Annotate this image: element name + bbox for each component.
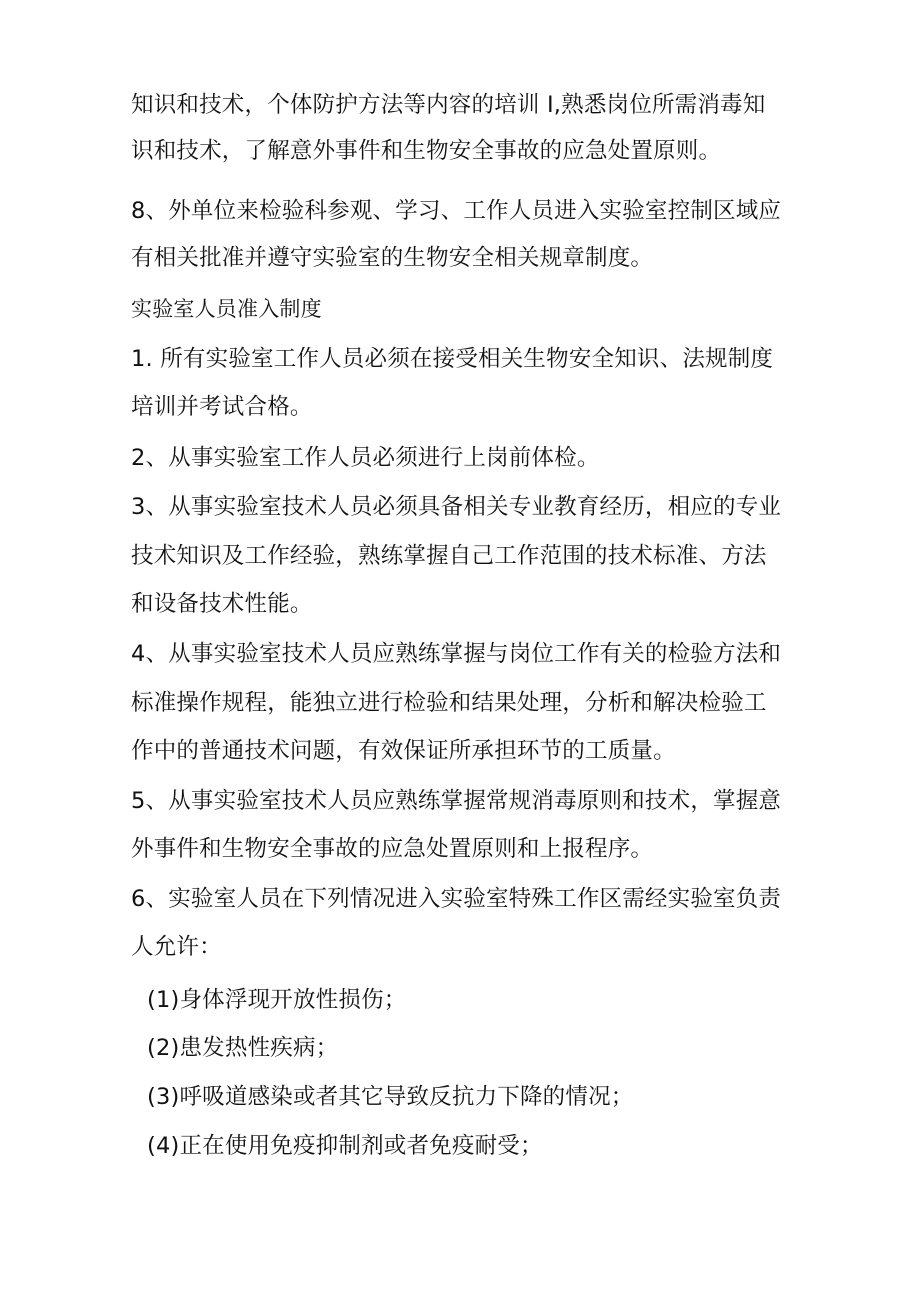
item-1-line-2: 培训并考试合格。 <box>131 394 313 420</box>
item-3-line-3: 和设备技术性能。 <box>131 591 313 617</box>
item-4-line-1: 4、从事实验室技术人员应熟练掌握与岗位工作有关的检验方法和 <box>131 641 782 667</box>
paragraph-8-line-2: 有相关批准并遵守实验室的生物安全相关规章制度。 <box>131 245 654 271</box>
item-4-line-3: 作中的普通技术问题，有效保证所承担环节的工质量。 <box>131 738 676 764</box>
paragraph-8-line-1: 8、外单位来检验科参观、学习、工作人员进入实验室控制区域应 <box>131 198 782 224</box>
item-5-line-2: 外事件和生物安全事故的应急处置原则和上报程序。 <box>131 836 654 862</box>
item-1-line-1: 1. 所有实验室工作人员必须在接受相关生物安全知识、法规制度 <box>131 346 774 372</box>
section-heading: 实验室人员准入制度 <box>131 297 322 321</box>
sub-item-2: (2)患发热性疾病； <box>147 1035 339 1061</box>
item-6-line-2: 人允许： <box>131 934 222 960</box>
item-2-line-1: 2、从事实验室工作人员必须进行上岗前体检。 <box>131 445 600 471</box>
paragraph-7-line-2: 识和技术，了解意外事件和生物安全事故的应急处置原则。 <box>131 138 722 164</box>
sub-item-3: (3)呼吸道感染或者其它导致反抗力下降的情况； <box>147 1084 634 1110</box>
paragraph-7-line-1: 知识和技术，个体防护方法等内容的培训 I,熟悉岗位所需消毒知 <box>131 92 766 118</box>
item-6-line-1: 6、实验室人员在下列情况进入实验室特殊工作区需经实验室负责 <box>131 886 782 912</box>
item-3-line-1: 3、从事实验室技术人员必须具备相关专业教育经历，相应的专业 <box>131 494 782 520</box>
item-5-line-1: 5、从事实验室技术人员应熟练掌握常规消毒原则和技术，掌握意 <box>131 788 782 814</box>
item-4-line-2: 标准操作规程，能独立进行检验和结果处理，分析和解决检验工 <box>131 690 767 716</box>
item-3-line-2: 技术知识及工作经验，熟练掌握自己工作范围的技术标准、方法 <box>131 543 767 569</box>
sub-item-4: (4)正在使用免疫抑制剂或者免疫耐受； <box>147 1133 543 1159</box>
sub-item-1: (1)身体浮现开放性损伤； <box>147 987 407 1013</box>
